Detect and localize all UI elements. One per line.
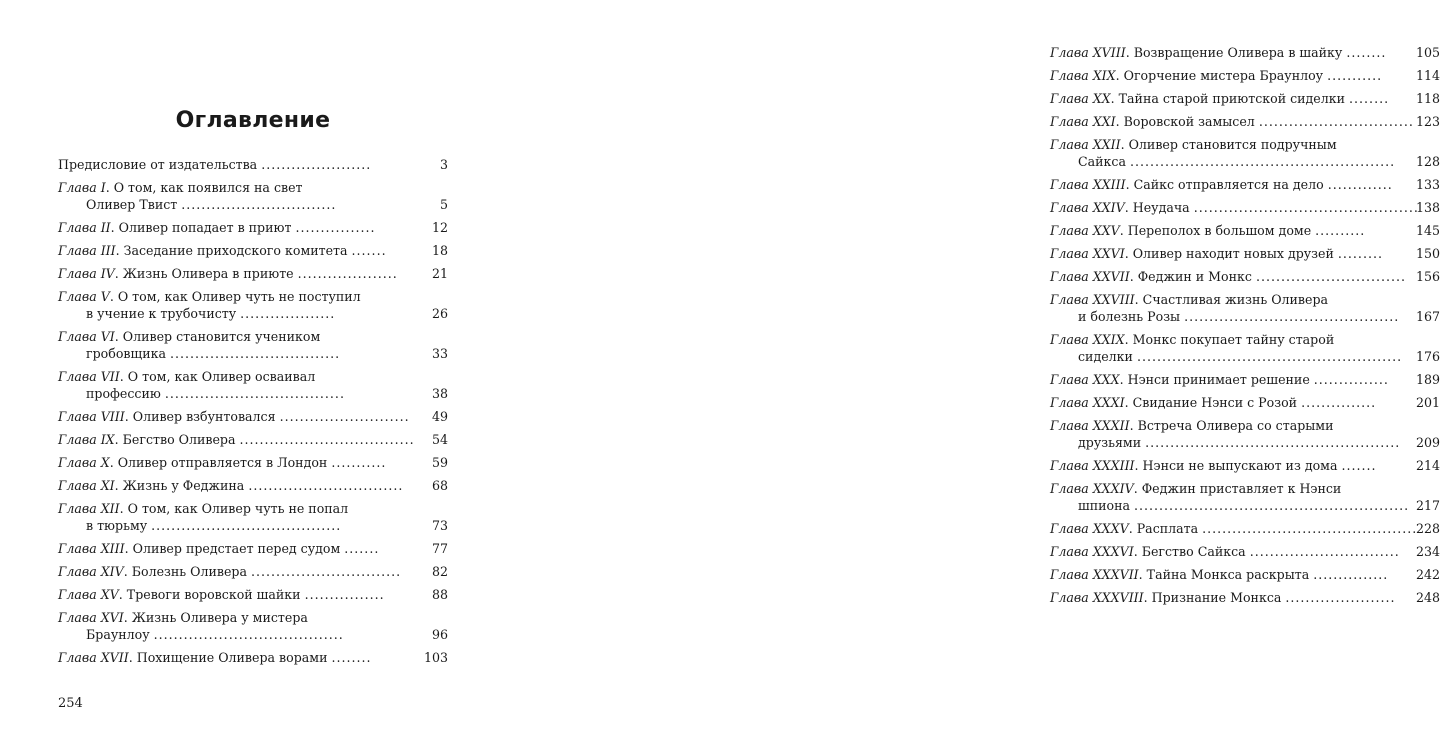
chapter-label: Глава XVI <box>58 610 124 625</box>
dot-leader: ...................... <box>1285 590 1396 605</box>
dot-leader: ....... <box>1341 458 1377 473</box>
dot-leader: .................................. <box>170 346 341 361</box>
page-ref: 248 <box>1415 590 1440 605</box>
page-ref: 242 <box>1415 567 1440 582</box>
toc-entry-line <box>1050 222 1394 239</box>
dot-leader: ........... <box>1327 68 1383 83</box>
dot-leader: ................ <box>295 220 376 235</box>
toc-entry-line <box>1050 348 1403 365</box>
dot-leader: .............................. <box>1255 269 1407 284</box>
page-ref: 38 <box>431 386 448 401</box>
page-ref: 68 <box>431 478 448 493</box>
chapter-title: . Оливер становится учеником <box>114 329 321 344</box>
chapter-label: Глава VI <box>58 329 115 344</box>
chapter-title: Предисловие от издательства <box>58 157 258 172</box>
dot-leader: ...................................... <box>151 518 342 533</box>
chapter-title: . Огорчение мистера Браунлоу <box>1115 68 1324 83</box>
chapter-label: Глава XXX <box>1050 372 1120 387</box>
chapter-title: . О том, как Оливер чуть не попал <box>119 501 349 516</box>
toc-entry-line <box>58 179 402 196</box>
chapter-title-continued: шпиона <box>1078 498 1130 513</box>
page-ref: 3 <box>439 157 448 172</box>
page-ref: 209 <box>1415 435 1440 450</box>
toc-entry[interactable] <box>1050 222 1440 239</box>
toc-entry-line <box>1050 589 1394 606</box>
toc-entry[interactable] <box>1050 291 1440 325</box>
chapter-label: Глава XXXVI <box>1050 544 1134 559</box>
page-ref: 150 <box>1415 246 1440 261</box>
toc-entry-line <box>58 305 402 322</box>
right-toc-list <box>1050 44 1440 612</box>
chapter-label: Глава XIII <box>58 541 125 556</box>
toc-entry[interactable] <box>58 368 448 402</box>
page-number: 254 <box>58 696 83 711</box>
page-ref: 33 <box>431 346 448 361</box>
toc-entry-line <box>1050 245 1394 262</box>
chapter-title: . Тревоги воровской шайки <box>118 587 301 602</box>
chapter-label: Глава XXVI <box>1050 246 1125 261</box>
dot-leader: ........... <box>331 455 387 470</box>
page-ref: 103 <box>423 650 448 665</box>
toc-entry-line <box>1050 90 1394 107</box>
chapter-title: . Похищение Оливера ворами <box>128 650 328 665</box>
chapter-label: Глава XXXV <box>1050 521 1129 536</box>
page-ref: 133 <box>1415 177 1440 192</box>
dot-leader: ............... <box>1313 372 1389 387</box>
dot-leader: ........................................... <box>1184 309 1400 324</box>
toc-entry[interactable] <box>1050 90 1440 107</box>
toc-entry-line <box>58 609 402 626</box>
toc-entry-line <box>1050 308 1400 325</box>
chapter-label: Глава VII <box>58 369 120 384</box>
chapter-label: Глава XXIII <box>1050 177 1126 192</box>
page-ref: 59 <box>431 455 448 470</box>
page-ref: 201 <box>1415 395 1440 410</box>
chapter-title-continued: гробовщика <box>86 346 166 361</box>
toc-entry[interactable] <box>1050 176 1440 193</box>
page-ref: 189 <box>1415 372 1440 387</box>
chapter-label: Глава XXI <box>1050 114 1116 129</box>
toc-entry[interactable] <box>1050 113 1440 130</box>
toc-entry[interactable] <box>1050 457 1440 474</box>
chapter-label: Глава XVIII <box>1050 45 1126 60</box>
toc-entry[interactable] <box>58 500 448 534</box>
chapter-title: . О том, как Оливер осваивал <box>119 369 316 384</box>
dot-leader: ....... <box>351 243 387 258</box>
chapter-title: . Феджин и Монкс <box>1129 269 1252 284</box>
toc-entry-line <box>1050 291 1394 308</box>
toc-entry[interactable] <box>1050 245 1440 262</box>
page-ref: 88 <box>431 587 448 602</box>
toc-entry-line <box>58 626 402 643</box>
chapter-title: . Заседание приходского комитета <box>115 243 348 258</box>
chapter-title: . Монкс покупает тайну старой <box>1124 332 1335 347</box>
page-ref: 167 <box>1415 309 1440 324</box>
toc-entry-line <box>58 328 402 345</box>
chapter-title: . Возвращение Оливера в шайку <box>1125 45 1343 60</box>
toc-entry[interactable] <box>58 477 448 494</box>
dot-leader: ................................... <box>239 432 415 447</box>
toc-entry-line <box>1050 566 1394 583</box>
left-toc-list <box>58 156 448 672</box>
dot-leader: .............................. <box>1249 544 1400 559</box>
toc-entry[interactable] <box>1050 520 1440 537</box>
page-ref: 214 <box>1415 458 1440 473</box>
page-ref: 18 <box>431 243 448 258</box>
chapter-title: . Оливер становится подручным <box>1120 137 1337 152</box>
chapter-title: . Жизнь Оливера у мистера <box>123 610 308 625</box>
dot-leader: .......................... <box>279 409 410 424</box>
chapter-label: Глава III <box>58 243 116 258</box>
toc-entry[interactable] <box>1050 371 1440 388</box>
chapter-title: . Феджин приставляет к Нэнси <box>1133 481 1342 496</box>
dot-leader: ..................................................... <box>1130 154 1396 169</box>
toc-entry-line <box>58 196 402 213</box>
page-ref: 96 <box>431 627 448 642</box>
chapter-title: . Расплата <box>1128 521 1199 536</box>
page-ref: 228 <box>1415 521 1440 536</box>
toc-entry-line <box>1050 543 1400 560</box>
page-ref: 123 <box>1415 114 1440 129</box>
chapter-title-continued: Сайкса <box>1078 154 1126 169</box>
page-ref: 105 <box>1415 45 1440 60</box>
chapter-title: . Сайкс отправляется на дело <box>1125 177 1324 192</box>
toc-entry[interactable] <box>1050 480 1440 514</box>
dot-leader: ............................... <box>248 478 404 493</box>
toc-entry[interactable] <box>1050 136 1440 170</box>
dot-leader: .................................... <box>164 386 345 401</box>
chapter-label: Глава XXV <box>1050 223 1120 238</box>
chapter-title: . Оливер взбунтовался <box>124 409 276 424</box>
toc-entry-line <box>1050 434 1401 451</box>
dot-leader: ............... <box>1301 395 1377 410</box>
chapter-title: . Тайна старой приютской сиделки <box>1110 91 1346 106</box>
page-ref: 176 <box>1415 349 1440 364</box>
page-ref: 82 <box>431 564 448 579</box>
toc-entry-line <box>1050 497 1410 514</box>
chapter-label: Глава XXXIV <box>1050 481 1134 496</box>
dot-leader: ................................................... <box>1145 435 1401 450</box>
chapter-title: . Жизнь Оливера в приюте <box>114 266 294 281</box>
chapter-label: Глава I <box>58 180 106 195</box>
chapter-label: Глава V <box>58 289 110 304</box>
chapter-label: Глава XXXVIII <box>1050 590 1144 605</box>
toc-entry-line <box>58 563 402 580</box>
dot-leader: ...................... <box>261 157 372 172</box>
chapter-label: Глава XII <box>58 501 120 516</box>
toc-entry[interactable] <box>1050 589 1440 606</box>
toc-entry[interactable] <box>58 219 448 236</box>
toc-entry-line <box>58 156 402 173</box>
chapter-title: . Неудача <box>1124 200 1190 215</box>
toc-entry[interactable] <box>58 454 448 471</box>
toc-title: Оглавление <box>175 108 331 133</box>
toc-entry[interactable] <box>58 179 448 213</box>
chapter-label: Глава IX <box>58 432 115 447</box>
dot-leader: ........ <box>331 650 372 665</box>
toc-entry-line <box>58 219 402 236</box>
chapter-title: . Встреча Оливера со старыми <box>1129 418 1334 433</box>
page-ref: 49 <box>431 409 448 424</box>
chapter-label: Глава VIII <box>58 409 125 424</box>
chapter-label: Глава XVII <box>58 650 129 665</box>
toc-entry[interactable] <box>1050 199 1440 216</box>
chapter-title-continued: и болезнь Розы <box>1078 309 1181 324</box>
dot-leader: ................ <box>304 587 385 602</box>
page-ref: 12 <box>431 220 448 235</box>
dot-leader: ....... <box>344 541 380 556</box>
toc-entry-line <box>58 431 415 448</box>
chapter-label: Глава XXII <box>1050 137 1121 152</box>
dot-leader: ..................................................... <box>1136 349 1403 364</box>
right-page <box>500 0 1440 750</box>
toc-entry[interactable] <box>1050 44 1440 61</box>
dot-leader: ................... <box>240 306 336 321</box>
toc-entry[interactable] <box>1050 394 1440 411</box>
chapter-title: . Оливер предстает перед судом <box>124 541 341 556</box>
chapter-title: . О том, как появился на свет <box>105 180 303 195</box>
toc-entry-line <box>1050 176 1394 193</box>
toc-entry[interactable] <box>1050 268 1440 285</box>
chapter-title: . Признание Монкса <box>1143 590 1282 605</box>
toc-entry[interactable] <box>1050 67 1440 84</box>
page-ref: 156 <box>1415 269 1440 284</box>
toc-entry-line <box>1050 371 1394 388</box>
page-ref: 138 <box>1415 200 1440 215</box>
toc-entry-line <box>1050 268 1407 285</box>
chapter-title: . Воровской замысел <box>1115 114 1255 129</box>
page-ref: 114 <box>1415 68 1440 83</box>
chapter-title-continued: профессию <box>86 386 161 401</box>
dot-leader: ........ <box>1349 91 1390 106</box>
chapter-title: . Бегство Сайкса <box>1133 544 1246 559</box>
toc-entry-line <box>1050 331 1394 348</box>
toc-entry-line <box>58 408 410 425</box>
toc-entry-line <box>58 477 402 494</box>
chapter-label: Глава XXXII <box>1050 418 1130 433</box>
dot-leader: ........ <box>1346 45 1387 60</box>
chapter-label: Глава X <box>58 455 110 470</box>
chapter-title: . Жизнь у Феджина <box>114 478 245 493</box>
toc-entry[interactable] <box>58 609 448 643</box>
dot-leader: ....................................................... <box>1134 498 1410 513</box>
dot-leader: ............. <box>1327 177 1393 192</box>
toc-entry-line <box>58 385 402 402</box>
chapter-title-continued: друзьями <box>1078 435 1142 450</box>
page-ref: 26 <box>431 306 448 321</box>
chapter-title: . Переполох в большом доме <box>1119 223 1312 238</box>
page-ref: 5 <box>439 197 448 212</box>
toc-entry[interactable] <box>58 288 448 322</box>
toc-entry-line <box>58 345 402 362</box>
chapter-label: Глава XXVII <box>1050 269 1130 284</box>
page-ref: 73 <box>431 518 448 533</box>
toc-entry-line <box>58 540 402 557</box>
toc-entry[interactable] <box>58 156 448 173</box>
chapter-label: Глава XXIX <box>1050 332 1125 347</box>
chapter-label: Глава XXXI <box>1050 395 1125 410</box>
chapter-title-continued: Оливер Твист <box>86 197 178 212</box>
toc-entry[interactable] <box>58 649 448 666</box>
chapter-label: Глава XXXVII <box>1050 567 1139 582</box>
dot-leader: ...................................... <box>153 627 344 642</box>
toc-entry-line <box>58 500 402 517</box>
chapter-title: . Нэнси не выпускают из дома <box>1134 458 1338 473</box>
toc-entry[interactable] <box>58 431 448 448</box>
toc-entry-line <box>1050 44 1394 61</box>
chapter-title: . О том, как Оливер чуть не поступил <box>109 289 361 304</box>
chapter-title: . Оливер отправляется в Лондон <box>109 455 328 470</box>
chapter-label: Глава XXXIII <box>1050 458 1135 473</box>
chapter-label: Глава XI <box>58 478 115 493</box>
chapter-label: Глава XIX <box>1050 68 1116 83</box>
toc-entry[interactable] <box>58 540 448 557</box>
toc-entry-line <box>1050 136 1394 153</box>
chapter-title: . Бегство Оливера <box>114 432 236 447</box>
toc-entry[interactable] <box>58 563 448 580</box>
toc-entry-line <box>58 649 402 666</box>
toc-entry-line <box>58 288 402 305</box>
left-page <box>0 0 500 750</box>
page-ref: 54 <box>431 432 448 447</box>
toc-entry-line <box>1050 457 1394 474</box>
toc-entry[interactable] <box>58 586 448 603</box>
chapter-label: Глава XV <box>58 587 119 602</box>
toc-entry-line <box>1050 153 1394 170</box>
toc-entry[interactable] <box>1050 417 1440 451</box>
toc-entry-line <box>1050 394 1394 411</box>
chapter-label: Глава II <box>58 220 111 235</box>
toc-entry[interactable] <box>58 242 448 259</box>
page-ref: 77 <box>431 541 448 556</box>
chapter-title-continued: в тюрьму <box>86 518 148 533</box>
toc-entry-line <box>58 454 402 471</box>
dot-leader: ......... <box>1337 246 1383 261</box>
toc-entry[interactable] <box>58 408 448 425</box>
page-ref: 234 <box>1415 544 1440 559</box>
chapter-title: . Болезнь Оливера <box>123 564 248 579</box>
dot-leader: .......... <box>1315 223 1366 238</box>
dot-leader: .................... <box>297 266 398 281</box>
page-ref: 118 <box>1415 91 1440 106</box>
dot-leader: ............................... <box>181 197 337 212</box>
chapter-title: . Оливер попадает в приют <box>110 220 292 235</box>
toc-entry-line <box>1050 67 1394 84</box>
toc-entry-line <box>58 242 402 259</box>
chapter-label: Глава IV <box>58 266 115 281</box>
page-ref: 21 <box>431 266 448 281</box>
dot-leader: ............... <box>1313 567 1389 582</box>
toc-entry-line <box>58 517 402 534</box>
toc-entry-line <box>1050 113 1414 130</box>
toc-entry[interactable] <box>58 265 448 282</box>
dot-leader: ............................... <box>1258 114 1414 129</box>
toc-entry-line <box>1050 480 1394 497</box>
chapter-title: . Нэнси принимает решение <box>1119 372 1310 387</box>
toc-entry-line <box>1050 199 1419 216</box>
dot-leader: ........................................... <box>1202 521 1418 536</box>
chapter-label: Глава XX <box>1050 91 1111 106</box>
toc-entry[interactable] <box>1050 566 1440 583</box>
dot-leader: ............................................. <box>1193 200 1419 215</box>
toc-entry[interactable] <box>1050 543 1440 560</box>
toc-entry[interactable] <box>58 328 448 362</box>
page-ref: 145 <box>1415 223 1440 238</box>
chapter-title: . Оливер находит новых друзей <box>1124 246 1334 261</box>
chapter-label: Глава XXVIII <box>1050 292 1135 307</box>
toc-entry-line <box>1050 520 1418 537</box>
toc-entry-line <box>1050 417 1394 434</box>
chapter-title: . Тайна Монкса раскрыта <box>1138 567 1310 582</box>
dot-leader: .............................. <box>251 564 402 579</box>
chapter-title: . Свидание Нэнси с Розой <box>1124 395 1298 410</box>
toc-entry-line <box>58 586 402 603</box>
page-ref: 217 <box>1415 498 1440 513</box>
chapter-title: . Счастливая жизнь Оливера <box>1134 292 1329 307</box>
chapter-title-continued: сиделки <box>1078 349 1133 364</box>
chapter-title-continued: в учение к трубочисту <box>86 306 237 321</box>
toc-entry[interactable] <box>1050 331 1440 365</box>
toc-entry-line <box>58 368 402 385</box>
toc-entry-line <box>58 265 402 282</box>
chapter-title-continued: Браунлоу <box>86 627 150 642</box>
chapter-label: Глава XXIV <box>1050 200 1125 215</box>
chapter-label: Глава XIV <box>58 564 124 579</box>
page-ref: 128 <box>1415 154 1440 169</box>
